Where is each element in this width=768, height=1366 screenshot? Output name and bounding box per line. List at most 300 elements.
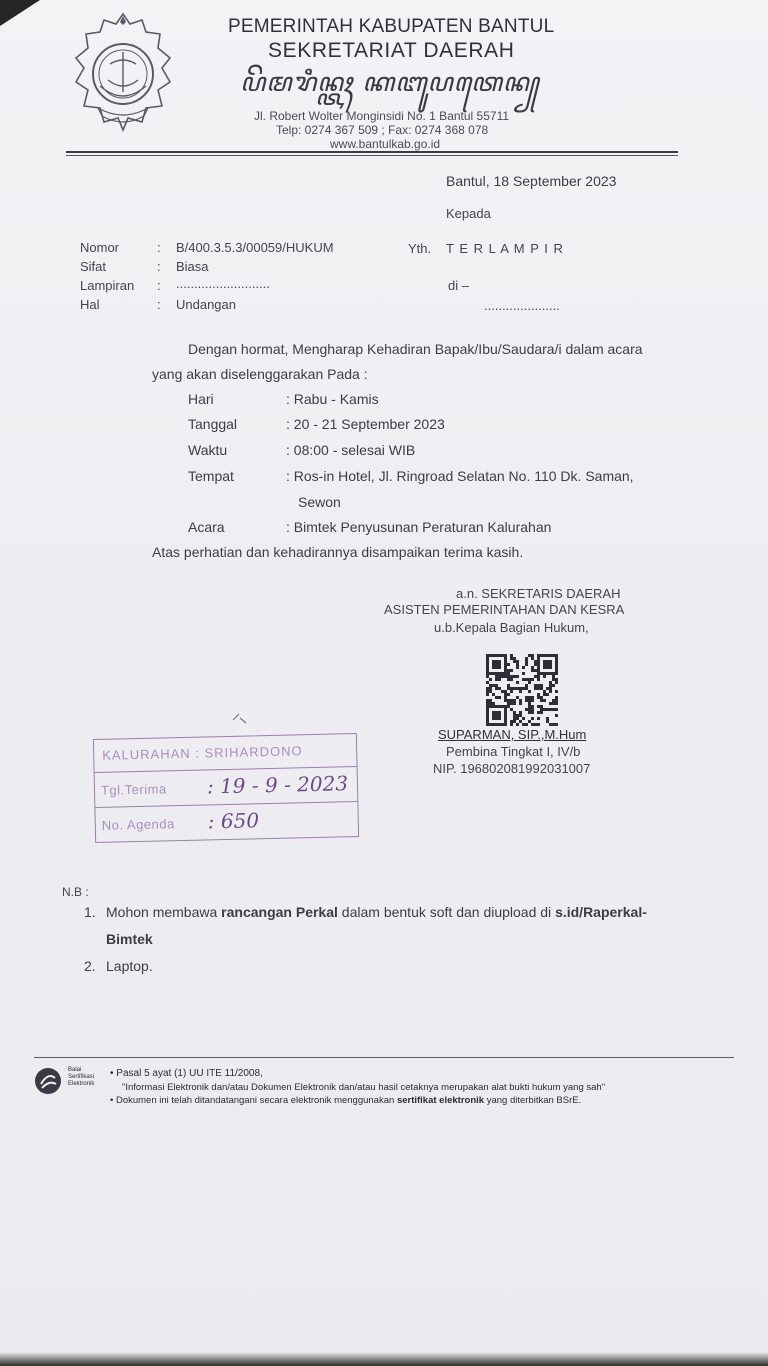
qr-module: [534, 723, 537, 726]
bsre-logo-line: Elektronik: [68, 1081, 95, 1087]
qr-module: [498, 705, 501, 708]
qr-module: [489, 699, 492, 702]
qr-module: [537, 663, 540, 666]
stamp-date-label: Tgl.Terima: [100, 781, 167, 798]
qr-module: [492, 711, 495, 714]
qr-module: [537, 705, 540, 708]
qr-module: [519, 690, 522, 693]
qr-module: [531, 669, 534, 672]
qr-module: [555, 696, 558, 699]
qr-module: [531, 708, 534, 711]
qr-module: [546, 687, 549, 690]
signature-ub: u.b.Kepala Bagian Hukum,: [434, 620, 589, 635]
qr-module: [519, 714, 522, 717]
footer-esign-text-b: yang diterbitkan BSrE.: [484, 1095, 582, 1106]
sifat-label: Sifat: [80, 259, 107, 274]
qr-module: [507, 705, 510, 708]
qr-module: [504, 696, 507, 699]
qr-module: [486, 654, 489, 657]
qr-module: [516, 717, 519, 720]
nb-item-1-text-a: Mohon membawa: [106, 904, 222, 920]
bsre-logo-icon: [33, 1066, 63, 1096]
qr-module: [489, 678, 492, 681]
qr-module: [543, 708, 546, 711]
qr-module: [489, 702, 492, 705]
qr-module: [507, 678, 510, 681]
qr-module: [504, 654, 507, 657]
qr-module: [510, 720, 513, 723]
qr-module: [513, 720, 516, 723]
qr-module: [540, 672, 543, 675]
qr-module: [525, 699, 528, 702]
qr-module: [498, 654, 501, 657]
qr-module: [540, 684, 543, 687]
qr-module: [549, 723, 552, 726]
stamp-title: KALURAHAN : SRIHARDONO: [102, 743, 303, 763]
qr-module: [519, 702, 522, 705]
qr-module: [522, 687, 525, 690]
page-bottom-shadow: [0, 1352, 768, 1366]
qr-module: [486, 705, 489, 708]
qr-module: [546, 663, 549, 666]
qr-module: [555, 708, 558, 711]
qr-module: [510, 699, 513, 702]
qr-module: [486, 687, 489, 690]
footer-law-reference: • Pasal 5 ayat (1) UU ITE 11/2008,: [110, 1068, 263, 1079]
recipient-dots: .....................: [484, 298, 560, 313]
qr-module: [531, 666, 534, 669]
qr-module: [525, 657, 528, 660]
qr-module: [504, 690, 507, 693]
qr-module: [492, 717, 495, 720]
qr-module: [552, 654, 555, 657]
qr-module: [507, 699, 510, 702]
qr-module: [528, 678, 531, 681]
qr-module: [525, 684, 528, 687]
qr-module: [519, 711, 522, 714]
qr-module: [486, 666, 489, 669]
qr-module: [510, 687, 513, 690]
qr-module: [507, 684, 510, 687]
yth-label: Yth.: [408, 241, 432, 256]
qr-module: [492, 672, 495, 675]
qr-module: [486, 657, 489, 660]
qr-module: [531, 696, 534, 699]
qr-module: [489, 672, 492, 675]
qr-module: [498, 666, 501, 669]
qr-module: [507, 663, 510, 666]
qr-module: [555, 690, 558, 693]
header-government-name: PEMERINTAH KABUPATEN BANTUL: [228, 16, 555, 37]
agenda-value: : 08:00 - selesai WIB: [286, 442, 416, 458]
qr-module: [498, 723, 501, 726]
qr-module: [519, 687, 522, 690]
qr-module: [528, 705, 531, 708]
qr-module: [537, 717, 540, 720]
qr-module: [555, 678, 558, 681]
qr-module: [549, 666, 552, 669]
qr-module: [486, 717, 489, 720]
qr-module: [492, 663, 495, 666]
qr-module: [525, 660, 528, 663]
receipt-stamp: [93, 733, 359, 843]
qr-module: [537, 684, 540, 687]
qr-module: [489, 654, 492, 657]
qr-module: [504, 714, 507, 717]
qr-module: [543, 672, 546, 675]
qr-module: [552, 702, 555, 705]
footer-esign-note: [110, 1095, 581, 1106]
agenda-value: : Rabu - Kamis: [286, 391, 379, 407]
qr-module: [495, 723, 498, 726]
qr-module: [537, 675, 540, 678]
qr-module: [543, 654, 546, 657]
qr-module: [513, 717, 516, 720]
signature-position: ASISTEN PEMERINTAHAN DAN KESRA: [384, 602, 625, 617]
qr-module: [555, 663, 558, 666]
qr-module: [555, 672, 558, 675]
kepada-label: Kepada: [446, 206, 491, 221]
letter-date: Bantul, 18 September 2023: [446, 173, 617, 189]
qr-module: [507, 687, 510, 690]
agenda-label: Acara: [188, 519, 225, 535]
qr-module: [543, 666, 546, 669]
qr-module: [504, 672, 507, 675]
qr-module: [528, 720, 531, 723]
qr-module: [486, 669, 489, 672]
qr-module: [513, 660, 516, 663]
qr-module: [552, 684, 555, 687]
qr-module: [546, 654, 549, 657]
qr-module: [486, 693, 489, 696]
closing-paragraph: Atas perhatian dan kehadirannya disampaikan terima kasih.: [152, 544, 524, 560]
qr-module: [537, 678, 540, 681]
qr-module: [507, 669, 510, 672]
qr-module: [549, 702, 552, 705]
sifat-value: Biasa: [176, 259, 209, 274]
qr-module: [525, 696, 528, 699]
agenda-label: Tanggal: [188, 416, 238, 432]
qr-module: [555, 702, 558, 705]
qr-module: [540, 705, 543, 708]
qr-module: [546, 660, 549, 663]
qr-module: [492, 714, 495, 717]
qr-module: [537, 669, 540, 672]
qr-module: [492, 654, 495, 657]
qr-module: [516, 723, 519, 726]
qr-module: [531, 678, 534, 681]
qr-module: [555, 714, 558, 717]
qr-module: [525, 723, 528, 726]
qr-module: [516, 687, 519, 690]
qr-module: [516, 681, 519, 684]
qr-module: [498, 675, 501, 678]
qr-module: [549, 660, 552, 663]
nomor-value: B/400.3.5.3/00059/HUKUM: [176, 240, 334, 255]
hal-value: Undangan: [176, 297, 236, 312]
qr-module: [513, 702, 516, 705]
qr-module: [498, 717, 501, 720]
qr-module: [495, 666, 498, 669]
qr-module: [489, 690, 492, 693]
qr-module: [492, 684, 495, 687]
qr-module: [537, 666, 540, 669]
qr-module: [486, 663, 489, 666]
qr-module: [543, 660, 546, 663]
recipient-di: di –: [448, 278, 469, 293]
pen-mark-icon: [230, 708, 252, 726]
qr-module: [495, 711, 498, 714]
qr-module: [513, 714, 516, 717]
nb-item-1-text-b: dalam bentuk soft dan diupload di: [337, 904, 556, 920]
qr-module: [516, 675, 519, 678]
qr-module: [495, 654, 498, 657]
qr-module: [510, 702, 513, 705]
qr-module: [489, 684, 492, 687]
colon: :: [157, 240, 161, 255]
qr-module: [492, 705, 495, 708]
qr-module: [546, 720, 549, 723]
qr-module: [501, 672, 504, 675]
qr-module: [555, 699, 558, 702]
qr-module: [549, 684, 552, 687]
qr-module: [540, 696, 543, 699]
qr-module: [495, 678, 498, 681]
recipient-name: T E R L A M P I R: [446, 241, 564, 256]
qr-module: [546, 672, 549, 675]
qr-module: [549, 654, 552, 657]
nb-item-1-continued: Bimtek: [106, 931, 153, 947]
stamp-date-row: [95, 767, 358, 808]
qr-module: [522, 723, 525, 726]
qr-module: [522, 678, 525, 681]
qr-module: [555, 657, 558, 660]
qr-module: [486, 720, 489, 723]
qr-module: [504, 660, 507, 663]
qr-module: [510, 669, 513, 672]
qr-module: [492, 723, 495, 726]
qr-module: [516, 696, 519, 699]
qr-module: [498, 660, 501, 663]
agenda-value-continued: Sewon: [298, 494, 341, 510]
qr-module: [513, 687, 516, 690]
qr-module: [528, 699, 531, 702]
qr-module: [486, 675, 489, 678]
qr-module: [546, 708, 549, 711]
qr-module: [501, 705, 504, 708]
qr-module: [516, 663, 519, 666]
qr-module: [555, 669, 558, 672]
qr-module: [513, 657, 516, 660]
qr-module: [486, 690, 489, 693]
qr-module: [513, 675, 516, 678]
qr-module: [528, 708, 531, 711]
qr-module: [516, 660, 519, 663]
qr-module: [492, 702, 495, 705]
qr-module: [504, 720, 507, 723]
qr-module: [531, 711, 534, 714]
qr-module: [522, 672, 525, 675]
qr-module: [501, 690, 504, 693]
header-rule-thin: [66, 155, 678, 156]
header-javanese-script: ꦥꦼꦩꦫꦶꦤ꧀ꦠꦃ ꦏꦧꦸꦥꦠꦺꦤ꧀: [240, 68, 540, 98]
hal-label: Hal: [80, 297, 100, 312]
qr-module: [489, 687, 492, 690]
page-corner-shadow: [0, 0, 40, 26]
qr-module: [513, 711, 516, 714]
qr-module: [486, 672, 489, 675]
lampiran-value: ..........................: [176, 276, 270, 291]
qr-module: [492, 666, 495, 669]
qr-module: [555, 666, 558, 669]
bsre-logo-line: Balai: [68, 1067, 82, 1073]
qr-module: [525, 708, 528, 711]
qr-module: [537, 687, 540, 690]
qr-module: [549, 687, 552, 690]
qr-module: [543, 675, 546, 678]
qr-module: [495, 663, 498, 666]
qr-module: [510, 675, 513, 678]
qr-module: [537, 657, 540, 660]
qr-module: [519, 720, 522, 723]
qr-module: [528, 702, 531, 705]
colon: :: [157, 259, 161, 274]
agenda-label: Tempat: [188, 468, 234, 484]
nb-item-number: 1.: [84, 904, 96, 920]
qr-module: [534, 675, 537, 678]
qr-module: [486, 660, 489, 663]
qr-module: [552, 723, 555, 726]
nb-item-1: [106, 904, 647, 920]
qr-module: [546, 693, 549, 696]
qr-module: [495, 705, 498, 708]
qr-module: [537, 672, 540, 675]
qr-module: [546, 717, 549, 720]
qr-module: [510, 654, 513, 657]
nb-item-number: 2.: [84, 958, 96, 974]
qr-module: [525, 687, 528, 690]
qr-module: [504, 693, 507, 696]
qr-module: [507, 672, 510, 675]
header-phone-fax: Telp: 0274 367 509 ; Fax: 0274 368 078: [276, 123, 489, 137]
agenda-value: : 20 - 21 September 2023: [286, 416, 445, 432]
qr-module: [531, 723, 534, 726]
qr-module: [543, 699, 546, 702]
qr-module: [537, 696, 540, 699]
qr-module: [513, 699, 516, 702]
stamp-date-handwritten: : 19 - 9 - 2023: [206, 771, 349, 799]
qr-module: [534, 660, 537, 663]
qr-module: [528, 690, 531, 693]
qr-module: [528, 654, 531, 657]
qr-module: [486, 702, 489, 705]
qr-module: [552, 672, 555, 675]
qr-module: [486, 699, 489, 702]
qr-module: [555, 654, 558, 657]
qr-module: [540, 687, 543, 690]
qr-module: [537, 711, 540, 714]
qr-module: [534, 663, 537, 666]
colon: :: [157, 278, 161, 293]
qr-module: [501, 654, 504, 657]
signer-nip: NIP. 196802081992031007: [433, 761, 591, 776]
stamp-agenda-handwritten: : 650: [207, 808, 260, 834]
qr-module: [510, 657, 513, 660]
qr-module: [531, 699, 534, 702]
qr-module: [540, 711, 543, 714]
qr-module: [495, 684, 498, 687]
qr-module: [543, 690, 546, 693]
qr-module: [516, 714, 519, 717]
qr-module: [516, 666, 519, 669]
qr-module: [504, 705, 507, 708]
qr-module: [510, 708, 513, 711]
qr-module: [504, 657, 507, 660]
bantul-coat-of-arms-icon: [70, 10, 176, 142]
qr-module: [504, 699, 507, 702]
qr-module: [522, 666, 525, 669]
qr-module: [492, 693, 495, 696]
footer-law-quote: "Informasi Elektronik dan/atau Dokumen Elektronik dan/atau hasil cetaknya merupakan alat bukti hukum yang sah": [122, 1082, 606, 1093]
qr-module: [504, 708, 507, 711]
nb-title: N.B :: [62, 885, 89, 899]
qr-module: [534, 687, 537, 690]
qr-module: [498, 678, 501, 681]
header-website: www.bantulkab.go.id: [330, 137, 441, 151]
agenda-value: : Bimtek Penyusunan Peraturan Kalurahan: [286, 519, 552, 535]
qr-module: [486, 723, 489, 726]
qr-module: [495, 696, 498, 699]
qr-module: [504, 675, 507, 678]
qr-module: [552, 678, 555, 681]
qr-module: [504, 666, 507, 669]
qr-module: [537, 660, 540, 663]
agenda-value: : Ros-in Hotel, Jl. Ringroad Selatan No. 110 Dk. Saman,: [286, 468, 634, 484]
qr-module: [510, 723, 513, 726]
qr-module: [495, 687, 498, 690]
qr-module: [555, 723, 558, 726]
qr-module: [534, 669, 537, 672]
qr-module: [498, 687, 501, 690]
footer-rule: [34, 1057, 734, 1058]
qr-module: [537, 723, 540, 726]
qr-module: [504, 723, 507, 726]
header-rule-thick: [66, 151, 678, 153]
qr-module: [531, 717, 534, 720]
qr-module: [507, 693, 510, 696]
signer-rank: Pembina Tingkat I, IV/b: [446, 744, 581, 759]
qr-module: [489, 723, 492, 726]
qr-module: [549, 663, 552, 666]
qr-module: [528, 681, 531, 684]
qr-module: [498, 696, 501, 699]
qr-module: [495, 672, 498, 675]
header-office-name: SEKRETARIAT DAERAH: [268, 39, 515, 62]
qr-module: [498, 663, 501, 666]
qr-module: [555, 660, 558, 663]
qr-module: [549, 690, 552, 693]
qr-module: [540, 699, 543, 702]
qr-module: [504, 717, 507, 720]
qr-module: [540, 654, 543, 657]
agenda-label: Waktu: [188, 442, 228, 458]
qr-module: [543, 693, 546, 696]
qr-module: [519, 699, 522, 702]
qr-module: [510, 678, 513, 681]
qr-module: [486, 681, 489, 684]
qr-module: [543, 663, 546, 666]
qr-module: [549, 708, 552, 711]
